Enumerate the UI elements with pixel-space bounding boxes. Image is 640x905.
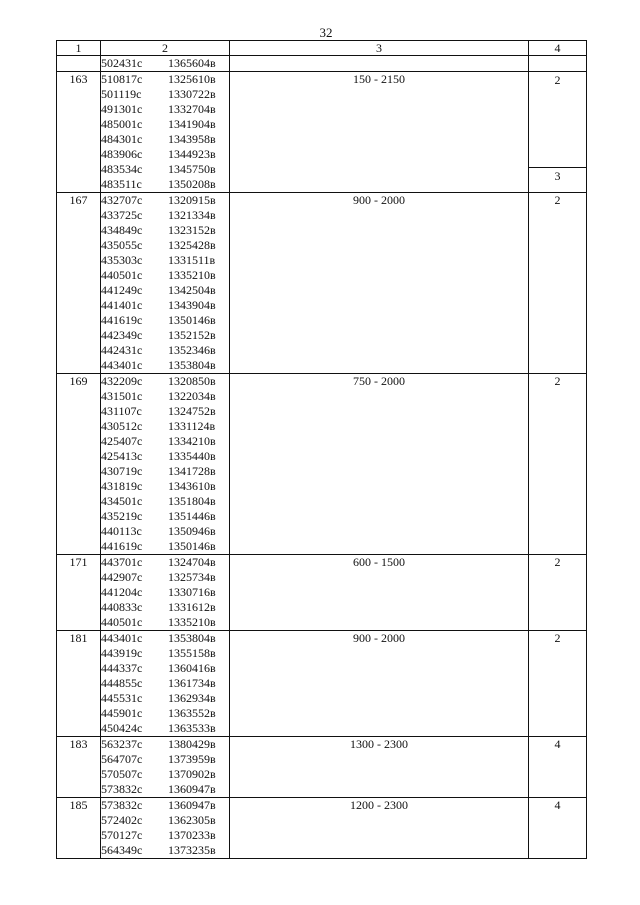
code-row bbox=[101, 509, 229, 524]
code-lat: 433725c bbox=[101, 208, 143, 222]
code-lat: 501119c bbox=[101, 87, 142, 101]
code-row bbox=[101, 253, 229, 268]
code-lat: 441249c bbox=[101, 283, 143, 297]
code-lon: 1350946в bbox=[168, 524, 216, 538]
code-lon: 1335210в bbox=[168, 268, 216, 282]
code-lon: 1352152в bbox=[168, 328, 216, 342]
code-lat: 441204c bbox=[101, 585, 143, 599]
code-row bbox=[101, 404, 229, 419]
group-row bbox=[57, 737, 587, 798]
code-row bbox=[101, 419, 229, 434]
code-lon: 1360416в bbox=[168, 661, 216, 675]
code-lat: 432707c bbox=[101, 193, 143, 207]
category-secondary: 3 bbox=[554, 169, 561, 183]
page-number: 32 bbox=[319, 25, 333, 40]
group-category: 2 bbox=[529, 374, 587, 555]
code-lon: 1363533в bbox=[168, 721, 216, 735]
code-row bbox=[101, 72, 229, 87]
code-row bbox=[101, 631, 229, 646]
code-row bbox=[101, 555, 229, 570]
code-row bbox=[101, 374, 229, 389]
group-row bbox=[57, 798, 587, 859]
group-row bbox=[57, 555, 587, 631]
code-lon: 1345750в bbox=[168, 162, 216, 176]
code-row bbox=[101, 223, 229, 238]
code-lon: 1324704в bbox=[168, 555, 216, 569]
group-range: 900 - 2000 bbox=[230, 193, 529, 374]
code-lat: 573832c bbox=[101, 798, 143, 812]
code-row bbox=[101, 56, 229, 71]
code-row bbox=[101, 706, 229, 721]
code-lat: 440833c bbox=[101, 600, 143, 614]
code-row bbox=[101, 782, 229, 797]
code-lon: 1355158в bbox=[168, 646, 216, 660]
code-lat: 450424c bbox=[101, 721, 143, 735]
code-lat: 443401c bbox=[101, 358, 143, 372]
code-row bbox=[101, 328, 229, 343]
code-lat: 483534c bbox=[101, 162, 143, 176]
group-codes bbox=[101, 374, 230, 555]
code-lon: 1373235в bbox=[168, 843, 216, 857]
continuation-range bbox=[230, 56, 529, 72]
code-lon: 1332704в bbox=[168, 102, 216, 116]
code-lat: 441619c bbox=[101, 539, 143, 553]
code-row bbox=[101, 389, 229, 404]
group-category bbox=[529, 72, 587, 193]
code-lon: 1325734в bbox=[168, 570, 216, 584]
code-lon: 1353804в bbox=[168, 631, 216, 645]
code-row bbox=[101, 343, 229, 358]
group-category: 4 bbox=[529, 737, 587, 798]
code-lon: 1360947в bbox=[168, 798, 216, 812]
group-codes bbox=[101, 737, 230, 798]
code-lon: 1331511в bbox=[168, 253, 216, 267]
code-lat: 573832c bbox=[101, 782, 143, 796]
code-lat: 502431c bbox=[101, 56, 143, 70]
code-row bbox=[101, 434, 229, 449]
code-lon: 1370902в bbox=[168, 767, 216, 781]
code-lat: 440501c bbox=[101, 268, 143, 282]
code-row bbox=[101, 828, 229, 843]
code-row bbox=[101, 283, 229, 298]
group-range: 1200 - 2300 bbox=[230, 798, 529, 859]
code-row bbox=[101, 813, 229, 828]
code-row bbox=[101, 238, 229, 253]
code-lon: 1370233в bbox=[168, 828, 216, 842]
header-col-1: 1 bbox=[57, 41, 101, 56]
code-row bbox=[101, 646, 229, 661]
code-row bbox=[101, 494, 229, 509]
continuation-category bbox=[529, 56, 587, 72]
code-lat: 442431c bbox=[101, 343, 143, 357]
header-col-3: 3 bbox=[230, 41, 529, 56]
group-number: 169 bbox=[57, 374, 101, 555]
group-number: 185 bbox=[57, 798, 101, 859]
code-row bbox=[101, 313, 229, 328]
code-lon: 1331124в bbox=[168, 419, 216, 433]
code-lon: 1360947в bbox=[168, 782, 216, 796]
code-lat: 444855c bbox=[101, 676, 143, 690]
code-lat: 484301c bbox=[101, 132, 143, 146]
code-lat: 425413c bbox=[101, 449, 143, 463]
code-lon: 1362305в bbox=[168, 813, 216, 827]
header-row bbox=[57, 41, 587, 56]
code-lon: 1341904в bbox=[168, 117, 216, 131]
code-lat: 442907c bbox=[101, 570, 143, 584]
code-row bbox=[101, 615, 229, 630]
group-range: 1300 - 2300 bbox=[230, 737, 529, 798]
code-lon: 1331612в bbox=[168, 600, 216, 614]
code-lon: 1320915в bbox=[168, 193, 216, 207]
header-col-4: 4 bbox=[529, 41, 587, 56]
code-lon: 1334210в bbox=[168, 434, 216, 448]
code-lat: 443401c bbox=[101, 631, 143, 645]
code-lat: 491301c bbox=[101, 102, 143, 116]
code-row bbox=[101, 464, 229, 479]
code-lat: 441401c bbox=[101, 298, 143, 312]
code-row bbox=[101, 585, 229, 600]
code-row bbox=[101, 752, 229, 767]
code-lat: 564707c bbox=[101, 752, 143, 766]
group-codes bbox=[101, 555, 230, 631]
code-lon: 1330722в bbox=[168, 87, 216, 101]
code-lat: 443701c bbox=[101, 555, 143, 569]
code-lat: 445901c bbox=[101, 706, 143, 720]
category-primary: 2 bbox=[529, 72, 586, 168]
code-row bbox=[101, 767, 229, 782]
code-lon: 1373959в bbox=[168, 752, 216, 766]
group-range: 600 - 1500 bbox=[230, 555, 529, 631]
code-row bbox=[101, 479, 229, 494]
code-lat: 443919c bbox=[101, 646, 143, 660]
code-lon: 1320850в bbox=[168, 374, 216, 388]
continuation-num bbox=[57, 56, 101, 72]
code-row bbox=[101, 298, 229, 313]
code-lon: 1352346в bbox=[168, 343, 216, 357]
code-lat: 435303c bbox=[101, 253, 143, 267]
code-lon: 1365604в bbox=[168, 56, 216, 70]
code-lon: 1350146в bbox=[168, 313, 216, 327]
code-lon: 1343958в bbox=[168, 132, 216, 146]
code-row bbox=[101, 177, 229, 192]
group-row bbox=[57, 193, 587, 374]
code-lon: 1321334в bbox=[168, 208, 216, 222]
code-lon: 1351804в bbox=[168, 494, 216, 508]
code-lat: 483511c bbox=[101, 177, 142, 191]
group-range: 750 - 2000 bbox=[230, 374, 529, 555]
code-lat: 431107c bbox=[101, 404, 142, 418]
continuation-row bbox=[57, 56, 587, 72]
code-lat: 440501c bbox=[101, 615, 143, 629]
code-row bbox=[101, 737, 229, 752]
code-lon: 1343904в bbox=[168, 298, 216, 312]
code-row bbox=[101, 449, 229, 464]
code-lon: 1351446в bbox=[168, 509, 216, 523]
group-number: 181 bbox=[57, 631, 101, 737]
code-lat: 435055c bbox=[101, 238, 143, 252]
group-category: 2 bbox=[529, 631, 587, 737]
header-col-2: 2 bbox=[101, 41, 230, 56]
code-lat: 444337c bbox=[101, 661, 143, 675]
code-row bbox=[101, 721, 229, 736]
code-lon: 1361734в bbox=[168, 676, 216, 690]
code-row bbox=[101, 691, 229, 706]
code-row bbox=[101, 208, 229, 223]
code-row bbox=[101, 147, 229, 162]
code-lon: 1350208в bbox=[168, 177, 216, 191]
code-lat: 431501c bbox=[101, 389, 143, 403]
code-row bbox=[101, 570, 229, 585]
code-lat: 430512c bbox=[101, 419, 143, 433]
code-lat: 570127c bbox=[101, 828, 143, 842]
code-lon: 1343610в bbox=[168, 479, 216, 493]
code-row bbox=[101, 843, 229, 858]
code-lat: 442349c bbox=[101, 328, 143, 342]
code-row bbox=[101, 117, 229, 132]
code-row bbox=[101, 539, 229, 554]
group-codes bbox=[101, 631, 230, 737]
group-category: 4 bbox=[529, 798, 587, 859]
code-row bbox=[101, 661, 229, 676]
code-row bbox=[101, 193, 229, 208]
code-lon: 1322034в bbox=[168, 389, 216, 403]
code-row bbox=[101, 162, 229, 177]
code-lat: 434501c bbox=[101, 494, 143, 508]
code-lon: 1344923в bbox=[168, 147, 216, 161]
code-row bbox=[101, 132, 229, 147]
code-lat: 435219c bbox=[101, 509, 143, 523]
code-lon: 1353804в bbox=[168, 358, 216, 372]
group-row bbox=[57, 72, 587, 193]
code-lat: 425407c bbox=[101, 434, 143, 448]
code-lon: 1323152в bbox=[168, 223, 216, 237]
code-lat: 483906c bbox=[101, 147, 143, 161]
code-row bbox=[101, 268, 229, 283]
code-lat: 445531c bbox=[101, 691, 143, 705]
code-lon: 1330716в bbox=[168, 585, 216, 599]
code-lon: 1324752в bbox=[168, 404, 216, 418]
code-lat: 563237c bbox=[101, 737, 143, 751]
code-row bbox=[101, 358, 229, 373]
code-lat: 434849c bbox=[101, 223, 143, 237]
group-row bbox=[57, 631, 587, 737]
code-row bbox=[101, 798, 229, 813]
code-lat: 440113c bbox=[101, 524, 142, 538]
group-codes bbox=[101, 798, 230, 859]
code-lon: 1335440в bbox=[168, 449, 216, 463]
code-lon: 1363552в bbox=[168, 706, 216, 720]
group-number: 167 bbox=[57, 193, 101, 374]
group-codes bbox=[101, 193, 230, 374]
continuation-codes bbox=[101, 56, 230, 72]
code-lon: 1380429в bbox=[168, 737, 216, 751]
code-lat: 441619c bbox=[101, 313, 143, 327]
group-category: 2 bbox=[529, 193, 587, 374]
code-lat: 572402c bbox=[101, 813, 143, 827]
group-number: 183 bbox=[57, 737, 101, 798]
group-number: 163 bbox=[57, 72, 101, 193]
group-codes bbox=[101, 72, 230, 193]
code-lat: 430719c bbox=[101, 464, 143, 478]
group-category: 2 bbox=[529, 555, 587, 631]
code-lon: 1362934в bbox=[168, 691, 216, 705]
code-lat: 570507c bbox=[101, 767, 143, 781]
code-lat: 564349c bbox=[101, 843, 143, 857]
code-lon: 1342504в bbox=[168, 283, 216, 297]
code-lat: 432209c bbox=[101, 374, 143, 388]
code-row bbox=[101, 676, 229, 691]
code-lon: 1350146в bbox=[168, 539, 216, 553]
code-lon: 1335210в bbox=[168, 615, 216, 629]
code-row bbox=[101, 524, 229, 539]
group-number: 171 bbox=[57, 555, 101, 631]
code-lon: 1341728в bbox=[168, 464, 216, 478]
group-range: 900 - 2000 bbox=[230, 631, 529, 737]
code-lon: 1325610в bbox=[168, 72, 216, 86]
code-row bbox=[101, 102, 229, 117]
code-row bbox=[101, 87, 229, 102]
code-row bbox=[101, 600, 229, 615]
code-lon: 1325428в bbox=[168, 238, 216, 252]
group-range: 150 - 2150 bbox=[230, 72, 529, 193]
group-row bbox=[57, 374, 587, 555]
code-lat: 431819c bbox=[101, 479, 143, 493]
code-lat: 510817c bbox=[101, 72, 143, 86]
code-lat: 485001c bbox=[101, 117, 143, 131]
data-table bbox=[56, 40, 587, 859]
